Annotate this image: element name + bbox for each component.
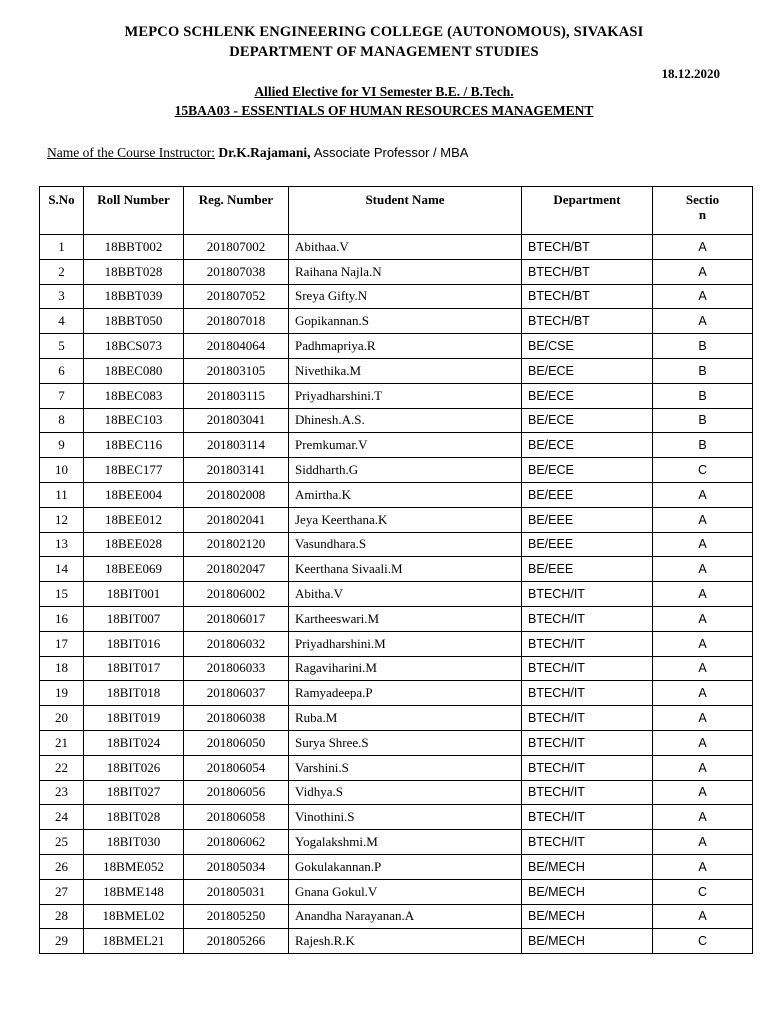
cell-roll-number: 18BBT050 <box>84 309 184 334</box>
cell-sno: 10 <box>40 458 84 483</box>
cell-reg-number: 201803114 <box>184 433 289 458</box>
cell-roll-number: 18BEC080 <box>84 358 184 383</box>
col-header-reg-number: Reg. Number <box>184 187 289 235</box>
cell-department: BE/EEE <box>522 482 653 507</box>
cell-reg-number: 201806050 <box>184 730 289 755</box>
table-row <box>40 458 753 483</box>
cell-department: BTECH/BT <box>522 235 653 260</box>
table-row <box>40 730 753 755</box>
student-table <box>39 186 753 954</box>
cell-section: A <box>653 235 753 260</box>
cell-reg-number: 201802041 <box>184 507 289 532</box>
table-row <box>40 383 753 408</box>
cell-reg-number: 201806032 <box>184 631 289 656</box>
cell-section: A <box>653 830 753 855</box>
cell-sno: 21 <box>40 730 84 755</box>
cell-section: A <box>653 582 753 607</box>
cell-sno: 15 <box>40 582 84 607</box>
table-row <box>40 879 753 904</box>
cell-reg-number: 201802008 <box>184 482 289 507</box>
cell-department: BE/MECH <box>522 904 653 929</box>
cell-student-name: Ruba.M <box>289 706 522 731</box>
cell-section: A <box>653 284 753 309</box>
cell-reg-number: 201805250 <box>184 904 289 929</box>
table-row <box>40 929 753 954</box>
cell-student-name: Vasundhara.S <box>289 532 522 557</box>
cell-section: A <box>653 606 753 631</box>
cell-student-name: Padhmapriya.R <box>289 334 522 359</box>
table-header-row <box>40 187 753 235</box>
cell-roll-number: 18BIT001 <box>84 582 184 607</box>
cell-roll-number: 18BIT019 <box>84 706 184 731</box>
cell-department: BTECH/IT <box>522 631 653 656</box>
cell-student-name: Ramyadeepa.P <box>289 681 522 706</box>
cell-reg-number: 201807002 <box>184 235 289 260</box>
cell-student-name: Abitha.V <box>289 582 522 607</box>
table-row <box>40 557 753 582</box>
cell-section: A <box>653 730 753 755</box>
cell-student-name: Priyadharshini.T <box>289 383 522 408</box>
cell-reg-number: 201805031 <box>184 879 289 904</box>
table-row <box>40 358 753 383</box>
cell-section: B <box>653 433 753 458</box>
table-row <box>40 854 753 879</box>
cell-department: BE/ECE <box>522 458 653 483</box>
cell-department: BTECH/BT <box>522 309 653 334</box>
cell-reg-number: 201806056 <box>184 780 289 805</box>
cell-section: A <box>653 259 753 284</box>
cell-reg-number: 201807038 <box>184 259 289 284</box>
cell-reg-number: 201806062 <box>184 830 289 855</box>
cell-sno: 26 <box>40 854 84 879</box>
cell-reg-number: 201803041 <box>184 408 289 433</box>
cell-reg-number: 201806017 <box>184 606 289 631</box>
cell-sno: 8 <box>40 408 84 433</box>
cell-roll-number: 18BEC103 <box>84 408 184 433</box>
table-row <box>40 582 753 607</box>
cell-roll-number: 18BIT027 <box>84 780 184 805</box>
cell-reg-number: 201806058 <box>184 805 289 830</box>
cell-student-name: Vinothini.S <box>289 805 522 830</box>
cell-roll-number: 18BEC177 <box>84 458 184 483</box>
cell-sno: 5 <box>40 334 84 359</box>
cell-department: BTECH/IT <box>522 830 653 855</box>
cell-section: C <box>653 929 753 954</box>
cell-roll-number: 18BIT028 <box>84 805 184 830</box>
table-row <box>40 755 753 780</box>
cell-department: BE/CSE <box>522 334 653 359</box>
cell-sno: 4 <box>40 309 84 334</box>
cell-sno: 6 <box>40 358 84 383</box>
cell-student-name: Dhinesh.A.S. <box>289 408 522 433</box>
table-row <box>40 631 753 656</box>
table-row <box>40 334 753 359</box>
table-row <box>40 681 753 706</box>
cell-student-name: Raihana Najla.N <box>289 259 522 284</box>
cell-sno: 2 <box>40 259 84 284</box>
instructor-line <box>47 145 468 161</box>
cell-sno: 19 <box>40 681 84 706</box>
cell-roll-number: 18BIT017 <box>84 656 184 681</box>
cell-section: B <box>653 334 753 359</box>
cell-student-name: Priyadharshini.M <box>289 631 522 656</box>
cell-department: BE/EEE <box>522 507 653 532</box>
cell-reg-number: 201803105 <box>184 358 289 383</box>
cell-student-name: Anandha Narayanan.A <box>289 904 522 929</box>
cell-roll-number: 18BMEL02 <box>84 904 184 929</box>
cell-roll-number: 18BIT007 <box>84 606 184 631</box>
cell-reg-number: 201803115 <box>184 383 289 408</box>
cell-section: B <box>653 383 753 408</box>
cell-reg-number: 201802120 <box>184 532 289 557</box>
cell-roll-number: 18BIT016 <box>84 631 184 656</box>
cell-sno: 24 <box>40 805 84 830</box>
document-date: 18.12.2020 <box>661 66 720 81</box>
cell-student-name: Jeya Keerthana.K <box>289 507 522 532</box>
cell-sno: 16 <box>40 606 84 631</box>
table-row <box>40 235 753 260</box>
table-row <box>40 706 753 731</box>
instructor-label: Name of the Course Instructor: <box>47 145 215 160</box>
cell-department: BTECH/IT <box>522 755 653 780</box>
cell-roll-number: 18BBT002 <box>84 235 184 260</box>
table-row <box>40 433 753 458</box>
cell-sno: 11 <box>40 482 84 507</box>
cell-section: A <box>653 755 753 780</box>
cell-roll-number: 18BEE028 <box>84 532 184 557</box>
cell-department: BTECH/IT <box>522 606 653 631</box>
cell-section: C <box>653 879 753 904</box>
cell-sno: 14 <box>40 557 84 582</box>
cell-section: A <box>653 482 753 507</box>
cell-department: BE/MECH <box>522 854 653 879</box>
cell-sno: 3 <box>40 284 84 309</box>
cell-roll-number: 18BIT030 <box>84 830 184 855</box>
cell-roll-number: 18BEC116 <box>84 433 184 458</box>
cell-sno: 27 <box>40 879 84 904</box>
cell-department: BTECH/IT <box>522 706 653 731</box>
cell-department: BE/ECE <box>522 433 653 458</box>
cell-section: A <box>653 681 753 706</box>
cell-department: BTECH/IT <box>522 582 653 607</box>
cell-reg-number: 201807052 <box>184 284 289 309</box>
table-row <box>40 904 753 929</box>
cell-sno: 23 <box>40 780 84 805</box>
cell-department: BTECH/BT <box>522 259 653 284</box>
cell-student-name: Keerthana Sivaali.M <box>289 557 522 582</box>
cell-student-name: Ragaviharini.M <box>289 656 522 681</box>
cell-department: BTECH/IT <box>522 656 653 681</box>
cell-section: A <box>653 706 753 731</box>
cell-section: A <box>653 557 753 582</box>
cell-sno: 9 <box>40 433 84 458</box>
cell-section: A <box>653 780 753 805</box>
cell-section: A <box>653 656 753 681</box>
cell-student-name: Gokulakannan.P <box>289 854 522 879</box>
cell-reg-number: 201806054 <box>184 755 289 780</box>
cell-reg-number: 201803141 <box>184 458 289 483</box>
cell-student-name: Nivethika.M <box>289 358 522 383</box>
department-name: DEPARTMENT OF MANAGEMENT STUDIES <box>229 44 539 60</box>
cell-sno: 18 <box>40 656 84 681</box>
col-header-roll-number: Roll Number <box>84 187 184 235</box>
cell-roll-number: 18BEE004 <box>84 482 184 507</box>
table-row <box>40 830 753 855</box>
cell-student-name: Sreya Gifty.N <box>289 284 522 309</box>
table-row <box>40 284 753 309</box>
cell-section: A <box>653 854 753 879</box>
cell-sno: 25 <box>40 830 84 855</box>
cell-roll-number: 18BME052 <box>84 854 184 879</box>
cell-sno: 20 <box>40 706 84 731</box>
cell-student-name: Rajesh.R.K <box>289 929 522 954</box>
col-header-sno: S.No <box>40 187 84 235</box>
cell-sno: 13 <box>40 532 84 557</box>
cell-roll-number: 18BBT039 <box>84 284 184 309</box>
cell-department: BE/MECH <box>522 879 653 904</box>
cell-section: A <box>653 532 753 557</box>
cell-student-name: Abithaa.V <box>289 235 522 260</box>
cell-section: B <box>653 408 753 433</box>
cell-sno: 17 <box>40 631 84 656</box>
elective-title: Allied Elective for VI Semester B.E. / B.Tech. <box>254 84 514 99</box>
table-row <box>40 606 753 631</box>
table-row <box>40 532 753 557</box>
cell-roll-number: 18BEE069 <box>84 557 184 582</box>
cell-roll-number: 18BEC083 <box>84 383 184 408</box>
cell-reg-number: 201806037 <box>184 681 289 706</box>
table-row <box>40 309 753 334</box>
cell-student-name: Amirtha.K <box>289 482 522 507</box>
table-row <box>40 408 753 433</box>
cell-sno: 22 <box>40 755 84 780</box>
cell-sno: 1 <box>40 235 84 260</box>
cell-department: BE/EEE <box>522 557 653 582</box>
cell-reg-number: 201805266 <box>184 929 289 954</box>
cell-roll-number: 18BEE012 <box>84 507 184 532</box>
cell-roll-number: 18BIT024 <box>84 730 184 755</box>
cell-section: C <box>653 458 753 483</box>
cell-student-name: Gnana Gokul.V <box>289 879 522 904</box>
cell-department: BE/EEE <box>522 532 653 557</box>
college-name: MEPCO SCHLENK ENGINEERING COLLEGE (AUTONOMOUS), SIVAKASI <box>124 24 644 40</box>
instructor-name: Dr.K.Rajamani, <box>218 145 311 160</box>
cell-student-name: Gopikannan.S <box>289 309 522 334</box>
cell-department: BTECH/IT <box>522 681 653 706</box>
table-row <box>40 656 753 681</box>
cell-roll-number: 18BME148 <box>84 879 184 904</box>
cell-reg-number: 201807018 <box>184 309 289 334</box>
cell-roll-number: 18BBT028 <box>84 259 184 284</box>
cell-section: A <box>653 631 753 656</box>
cell-roll-number: 18BIT026 <box>84 755 184 780</box>
cell-section: B <box>653 358 753 383</box>
cell-sno: 12 <box>40 507 84 532</box>
table-row <box>40 780 753 805</box>
cell-roll-number: 18BMEL21 <box>84 929 184 954</box>
cell-reg-number: 201804064 <box>184 334 289 359</box>
col-header-department: Department <box>522 187 653 235</box>
cell-sno: 28 <box>40 904 84 929</box>
cell-sno: 29 <box>40 929 84 954</box>
cell-department: BE/ECE <box>522 358 653 383</box>
cell-student-name: Yogalakshmi.M <box>289 830 522 855</box>
cell-roll-number: 18BIT018 <box>84 681 184 706</box>
cell-section: A <box>653 507 753 532</box>
cell-department: BTECH/IT <box>522 730 653 755</box>
cell-roll-number: 18BCS073 <box>84 334 184 359</box>
cell-reg-number: 201806038 <box>184 706 289 731</box>
cell-student-name: Varshini.S <box>289 755 522 780</box>
cell-department: BTECH/IT <box>522 805 653 830</box>
cell-reg-number: 201806033 <box>184 656 289 681</box>
cell-student-name: Premkumar.V <box>289 433 522 458</box>
table-row <box>40 507 753 532</box>
cell-section: A <box>653 805 753 830</box>
table-row <box>40 259 753 284</box>
cell-student-name: Vidhya.S <box>289 780 522 805</box>
cell-reg-number: 201805034 <box>184 854 289 879</box>
col-header-section: Section <box>653 187 753 235</box>
cell-department: BE/MECH <box>522 929 653 954</box>
table-row <box>40 805 753 830</box>
cell-department: BTECH/IT <box>522 780 653 805</box>
cell-student-name: Siddharth.G <box>289 458 522 483</box>
cell-sno: 7 <box>40 383 84 408</box>
table-row <box>40 482 753 507</box>
cell-student-name: Surya Shree.S <box>289 730 522 755</box>
cell-student-name: Kartheeswari.M <box>289 606 522 631</box>
cell-section: A <box>653 309 753 334</box>
cell-department: BE/ECE <box>522 383 653 408</box>
cell-department: BTECH/BT <box>522 284 653 309</box>
cell-section: A <box>653 904 753 929</box>
course-title: 15BAA03 - ESSENTIALS OF HUMAN RESOURCES MANAGEMENT <box>174 103 594 118</box>
col-header-student-name: Student Name <box>289 187 522 235</box>
cell-department: BE/ECE <box>522 408 653 433</box>
cell-reg-number: 201802047 <box>184 557 289 582</box>
instructor-designation: Associate Professor / MBA <box>313 145 469 160</box>
cell-reg-number: 201806002 <box>184 582 289 607</box>
